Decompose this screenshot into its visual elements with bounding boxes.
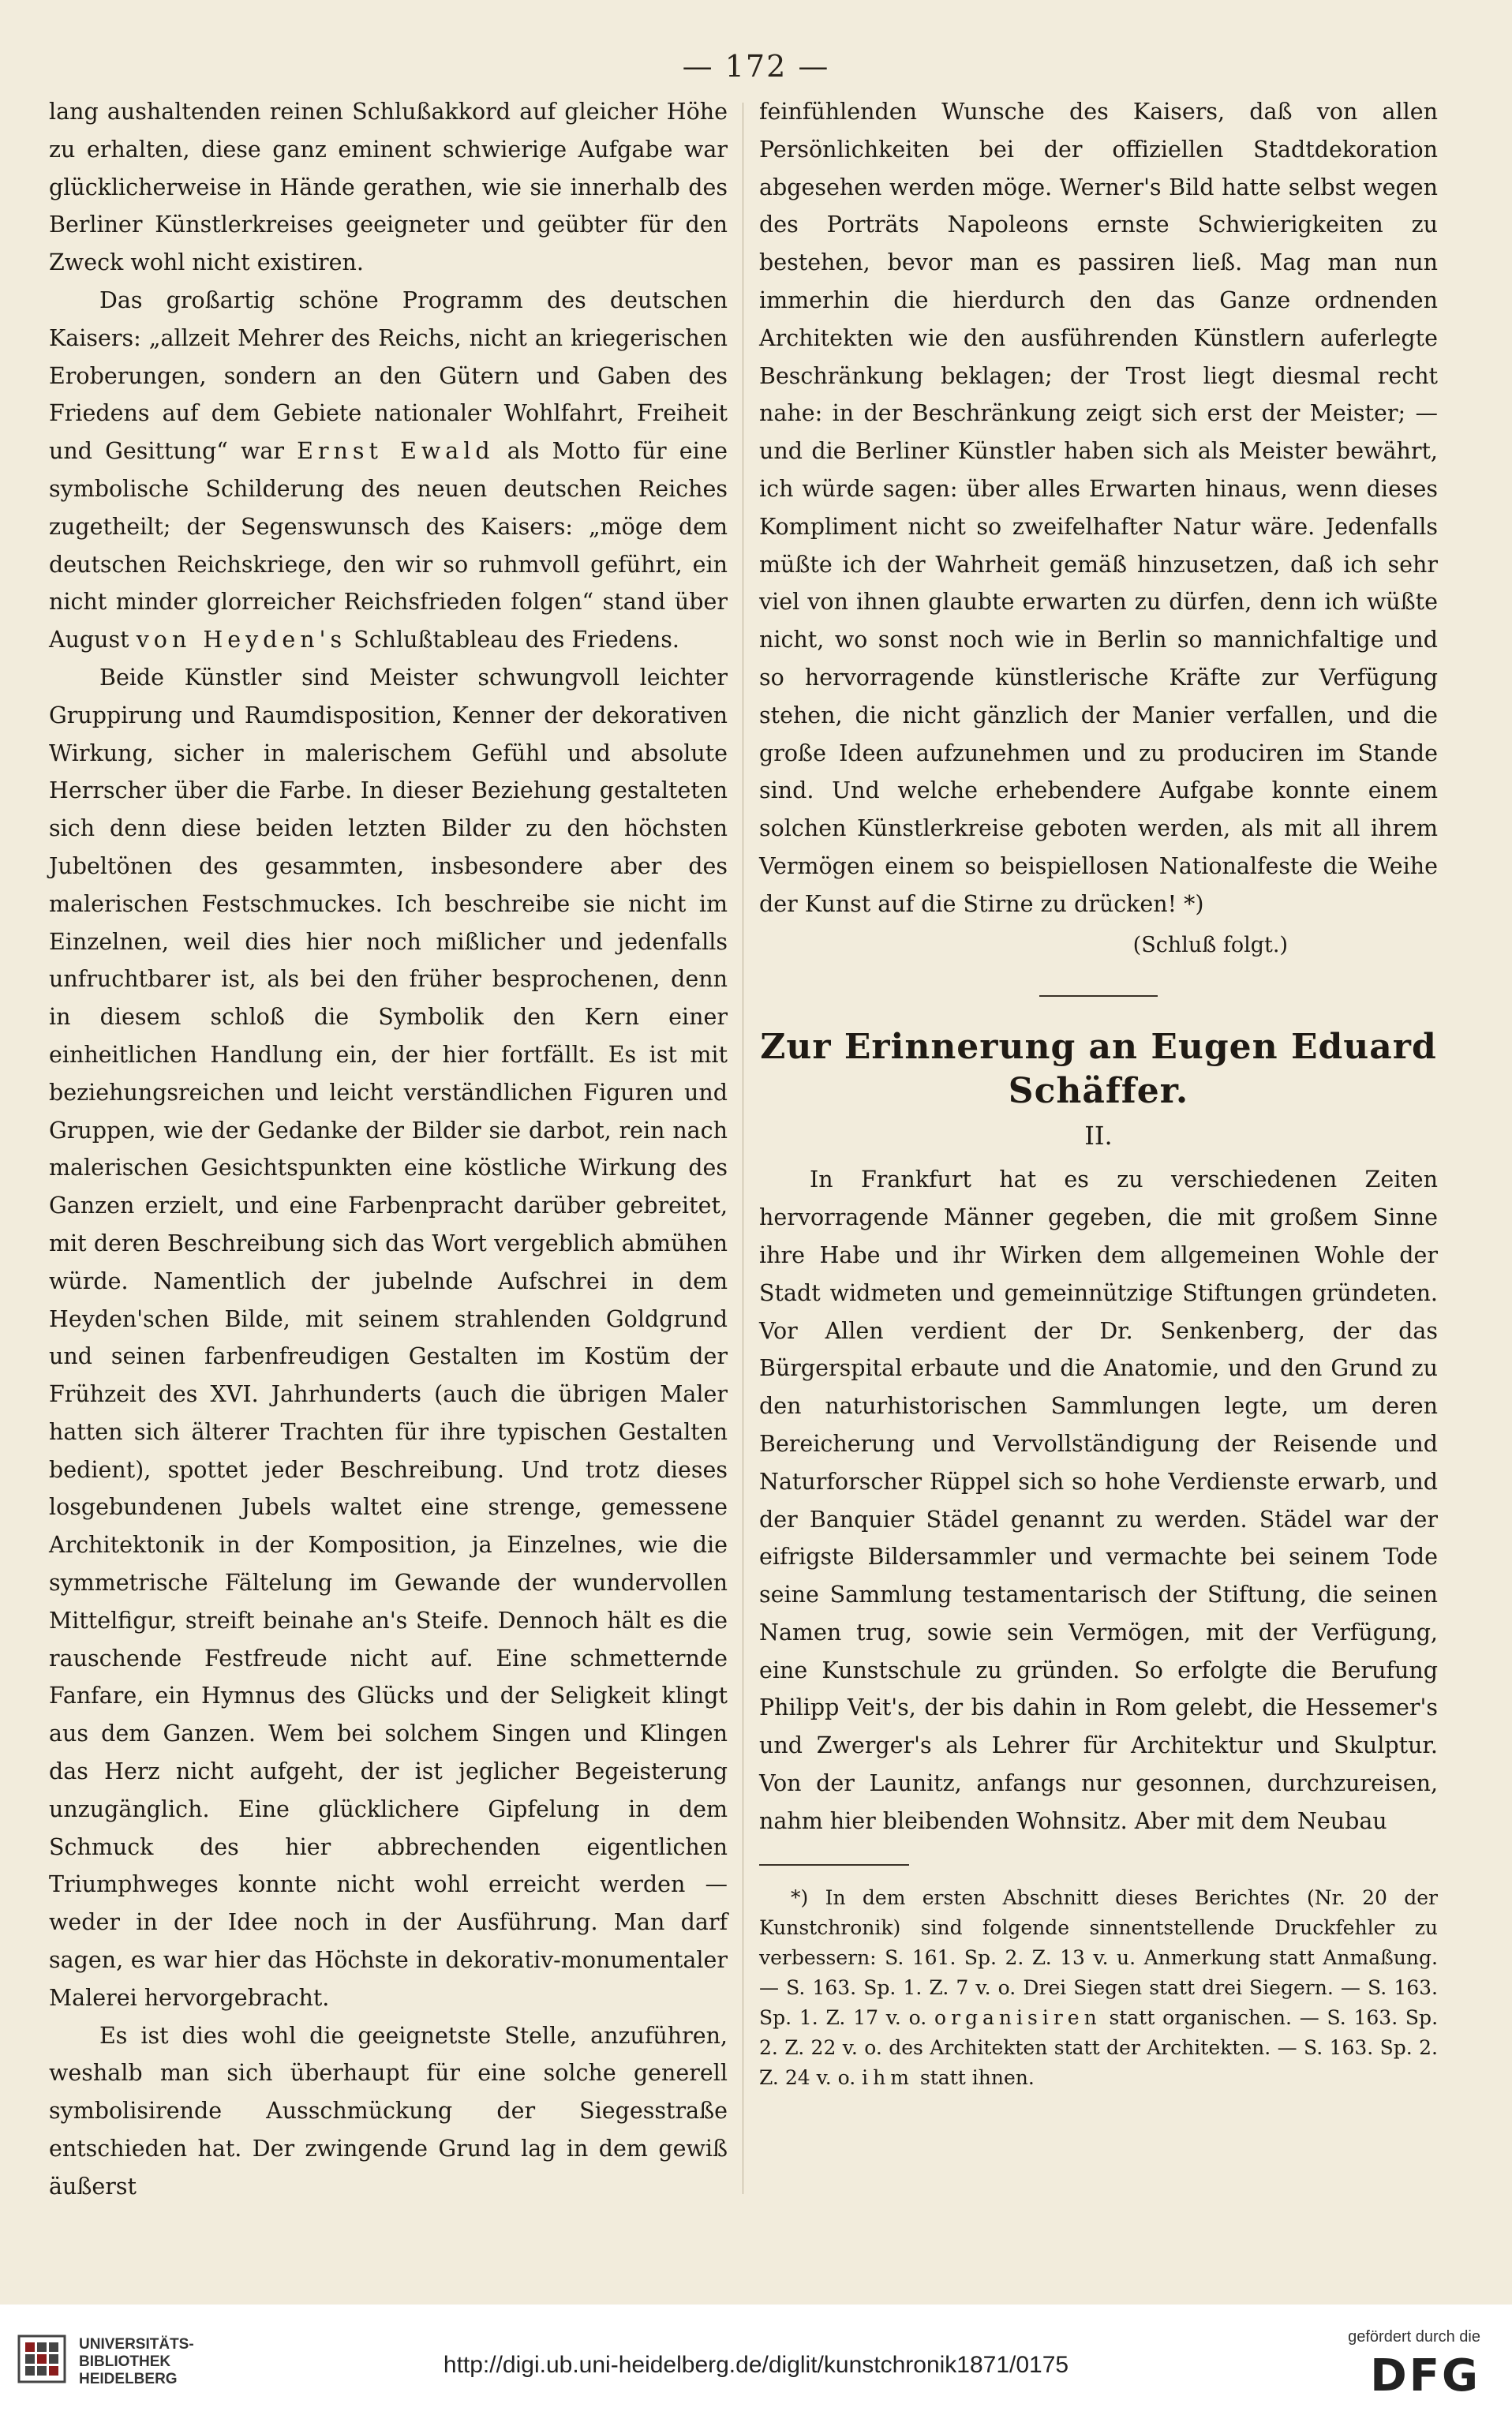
funded-by-label: gefördert durch die [1348, 2328, 1480, 2346]
continued-note: (Schluß folgt.) [1132, 932, 1288, 957]
paragraph: In Frankfurt hat es zu verschiedenen Zeiten hervorragende Männer gegeben, die mit großem Sinne ihre Habe und ihr Wirken dem allgemeinen Wohle der Stadt widmeten und gemeinnützige Stiftungen gründeten. Vor Allen verdient der Dr. Senkenberg, der das Bürgerspital erbaute und die Anatomie, und den Grund zu den naturhistorischen Sammlungen legte, um deren Bereicherung und Vervollständigung der Reisende und Naturforscher Rüppel sich so hohe Verdienste erwarb, und der Banquier Städel genannt zu werden. Städel war der eifrigste Bildersammler und vermachte bei seinem Tode seine Sammlung testamentarisch der Stiftung, die seinen Namen trug, sowie sein Vermögen, mit der Verfügung, eine Kunstschule zu gründen. So erfolgte die Berufung Philipp Veit's, der bis dahin in Rom gelebt, die Hessemer's und Zwerger's als Lehrer für Architektur und Skulptur. Von der Launitz, anfangs nur gesonnen, durchzureisen, nahm hier bleibenden Wohnsitz. Aber mit dem Neubau [759, 1166, 1438, 1834]
page-number: — 172 — [682, 49, 830, 84]
footnote: *) In dem ersten Abschnitt dieses Berichtes (Nr. 20 der Kunstchronik) sind folgende sinnentstellende Druckfehler zu verbessern: S. 161. Sp. 2. Z. 13 v. u. Anmerkung statt Anmaßung. — S. 163. Sp. 1. Z. 7 v. o. Drei Siegen statt drei Siegern. — S. 163. Sp. 1. Z. 17 v. o. organisiren statt organischen. — S. 163. Sp. 2. Z. 22 v. o. des Architekten statt der Architekten. — S. 163. Sp. 2. Z. 24 v. o. ihm statt ihnen. [759, 1885, 1439, 2089]
paragraph: Beide Künstler sind Meister schwungvoll leichter Gruppirung und Raumdisposition, Kenner der dekorativen Wirkung, sicher in malerischem Gefühl und absolute Herrscher über die Farbe. In dieser Beziehung gestalteten sich denn diese beiden letzten Bilder zu den höchsten Jubeltönen des gesammten, insbesondere aber des malerischen Festschmuckes. Ich beschreibe sie nicht im Einzelnen, weil dies hier noch mißlicher und jedenfalls unfruchtbarer ist, als bei den früher besprochenen, denn in diesem schloß die Symbolik den Kern einer einheitlichen Handlung ein, der hier fortfällt. Es ist mit beziehungsreichen und leicht verständlichen Figuren und Gruppen, wie der Gedanke der Bilder sie darbot, rein nach malerischen Gesichtspunkten eine köstliche Wirkung des Ganzen erzielt, und eine Farbenpracht darüber gebreitet, mit deren Beschreibung sich das Wort vergeblich abmühen würde. Namentlich der jubelnde Aufschrei in dem Heyden'schen Bilde, mit seinem strahlenden Goldgrund und seinen farbenfreudigen Gestalten im Kostüm der Frühzeit des XVI. Jahrhunderts (auch die übrigen Maler hatten sich älterer Trachten für ihre typischen Gestalten bedient), spottet jeder Beschreibung. Und trotz dieses losgebundenen Jubels waltet eine strenge, gemessene Architektonik in der Komposition, ja Einzelnes, wie die symmetrische Fältelung im Gewande der wundervollen Mittelfigur, streift beinahe an's Steife. Dennoch hält es die rauschende Festfreude nicht auf. Eine schmetternde Fanfare, ein Hymnus des Glücks und der Seligkeit klingt aus dem Ganzen. Wem bei solchem Singen und Klingen das Herz nicht aufgeht, der ist jeglicher Begeisterung unzugänglich. Eine glücklichere Gipfelung in dem Schmuck des hier abbrechenden eigentlichen Triumphweges konnte nicht wohl erreicht werden — weder in der Idee noch in der Ausführung. Man darf sagen, es war hier das Höchste in dekorativ-monumentaler Malerei hervorgebracht. [49, 664, 728, 2011]
paragraph: Es ist dies wohl die geeignetste Stelle, anzuführen, weshalb man sich überhaupt für eine solche generell symbolisirende Ausschmückung der Siegesstraße entschieden hat. Der zwingende Grund lag in dem gewiß äußerst [49, 2022, 728, 2200]
section-divider [1039, 995, 1158, 997]
source-url[interactable]: http://digi.ub.uni-heidelberg.de/diglit/kunstchronik1871/0175 [443, 2352, 1069, 2378]
footer-bar [0, 2305, 1512, 2415]
library-name: UNIVERSITÄTS- BIBLIOTHEK HEIDELBERG [79, 2336, 194, 2387]
left-column [49, 93, 728, 2206]
paragraph: Das großartig schöne Programm des deutschen Kaisers: „allzeit Mehrer des Reichs, nicht an kriegerischen Eroberungen, sondern an den Gütern und Gaben des Friedens auf dem Gebiete nationaler Wohlfahrt, Freiheit und Gesittung“ war Ernst Ewald als Motto für eine symbolische Schilderung des neuen deutschen Reiches zugetheilt; der Segenswunsch des Kaisers: „möge dem deutschen Reichskriege, den wir so ruhmvoll geführt, ein nicht minder glorreicher Reichsfrieden folgen“ stand über August von Heyden's Schlußtableau des Friedens. [49, 286, 728, 653]
right-column [759, 93, 1438, 2093]
article-title: Zur Erinnerung an Eugen Eduard Schäffer. [760, 1027, 1437, 1112]
article-part: II. [1084, 1121, 1113, 1151]
paragraph: lang aushaltenden reinen Schlußakkord auf gleicher Höhe zu erhalten, diese ganz eminent schwierige Aufgabe war glücklicherweise in Hände gerathen, wie sie innerhalb des Berliner Künstlerkreises geeigneter und geübter für den Zweck wohl nicht existiren. [49, 99, 728, 276]
footnote-divider [759, 1864, 909, 1866]
paragraph: feinfühlenden Wunsche des Kaisers, daß von allen Persönlichkeiten bei der offiziellen Stadtdekoration abgesehen werden möge. Werner's Bild hatte selbst wegen des Porträts Napoleons ernste Schwierigkeiten zu bestehen, bevor man es passiren ließ. Mag man nun immerhin die hierdurch den das Ganze ordnenden Architekten wie den ausführenden Künstlern auferlegte Beschränkung beklagen; der Trost liegt diesmal recht nahe: in der Beschränkung zeigt sich erst der Meister; — und die Berliner Künstler haben sich als Meister bewährt, ich würde sagen: über alles Erwarten hinaus, wenn dieses Kompliment nicht so zweifelhafter Natur wäre. Jedenfalls müßte ich der Wahrheit gemäß hinzusetzen, daß ich sehr viel von ihnen glaubte erwarten zu dürfen, denn ich wüßte nicht, wo sonst noch wie in Berlin so mannichfaltige und so hervorragende künstlerische Kräfte zur Verfügung stehen, die nicht gänzlich der Manier verfallen, und die große Ideen aufzunehmen und zu produciren im Stande sind. Und welche erhebendere Aufgabe konnte einem solchen Künstlerkreise geboten werden, als mit all ihrem Vermögen einem so beispiellosen Nationalfeste die Weihe der Kunst auf die Stirne zu drücken! *) [759, 99, 1438, 917]
name-heyden: von Heyden's [136, 627, 347, 653]
dfg-logo: DFG [1370, 2350, 1480, 2402]
name-ewald: Ernst Ewald [297, 438, 495, 465]
